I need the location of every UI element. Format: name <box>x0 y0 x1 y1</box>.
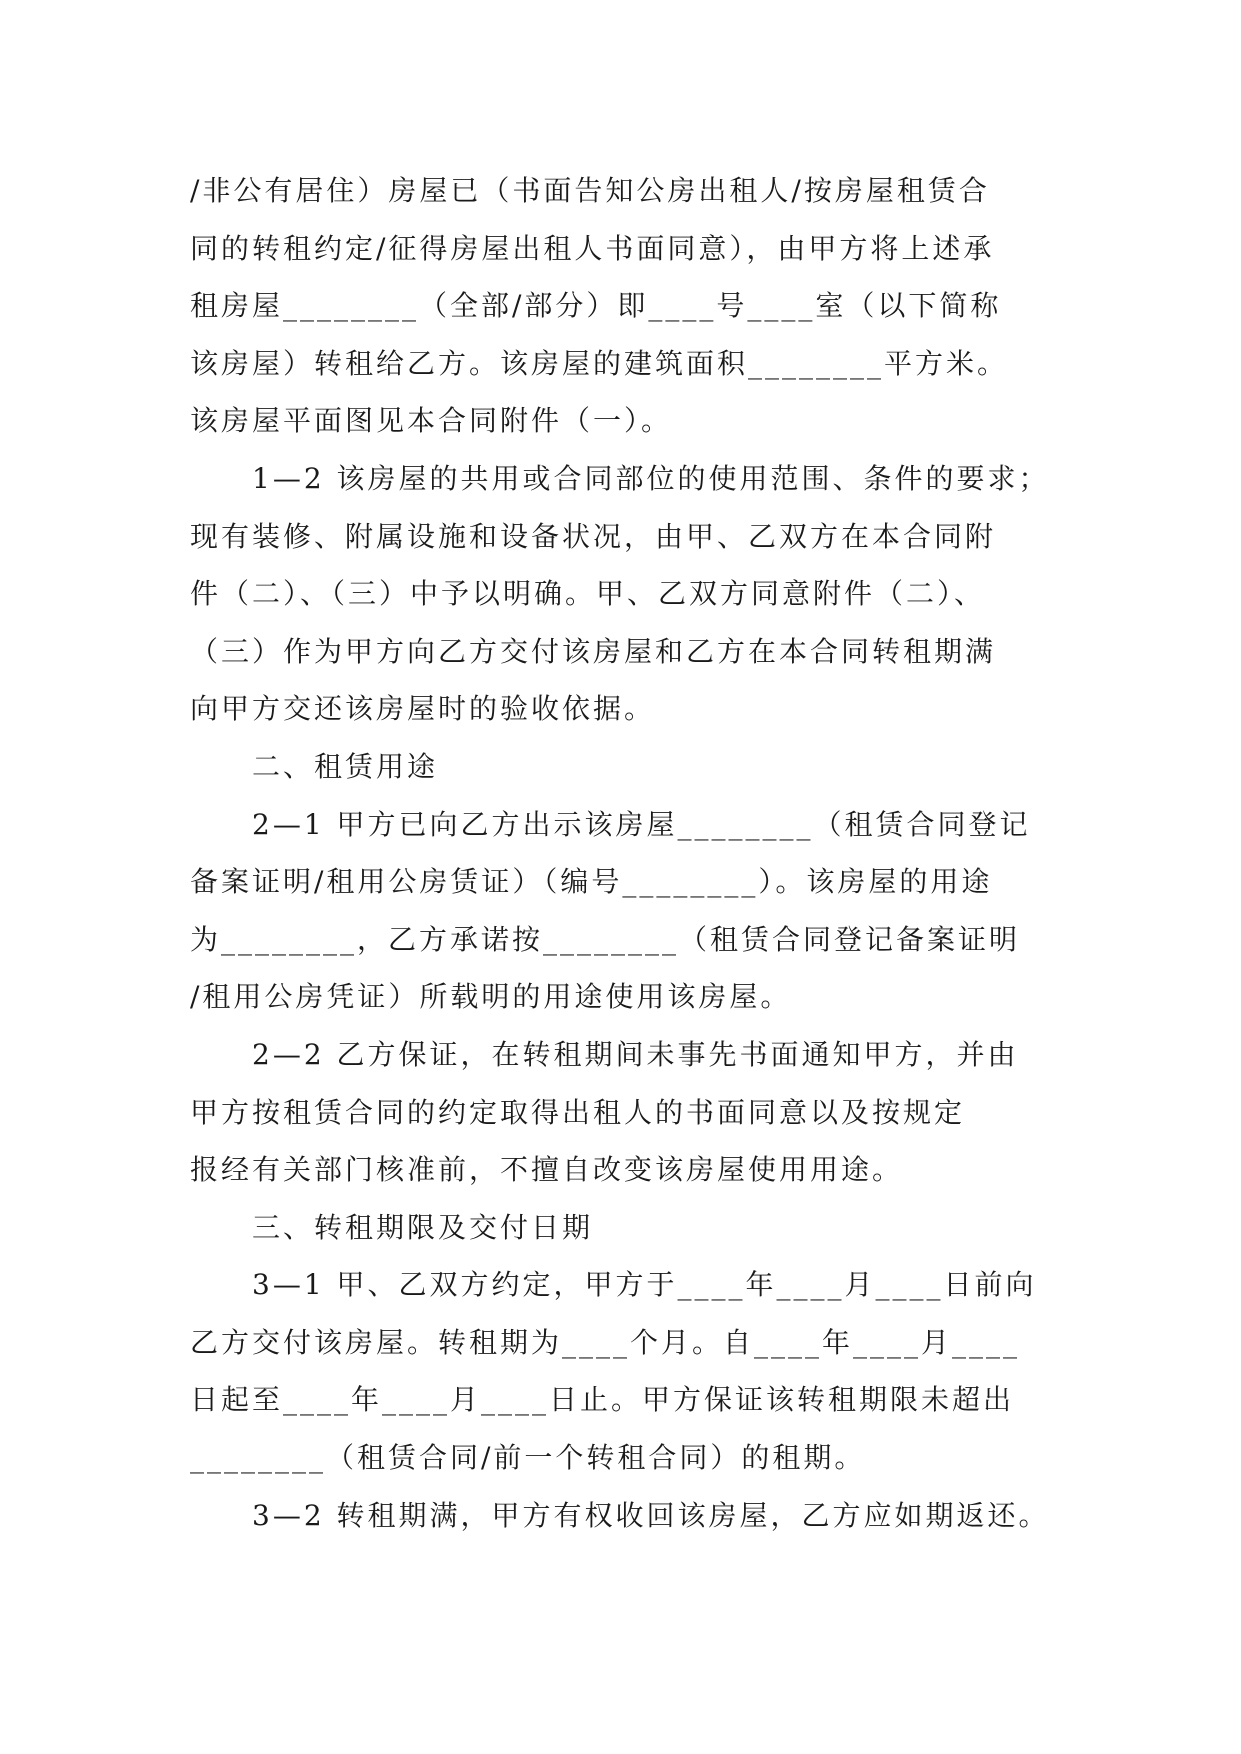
paragraph-line: 为________，乙方承诺按________（租赁合同登记备案证明 <box>190 922 1021 956</box>
document-body <box>190 162 1050 1544</box>
clause-2-2-start: 2—2 乙方保证，在转租期间未事先书面通知甲方，并由 <box>252 1037 1019 1071</box>
paragraph-line: ________（租赁合同/前一个转租合同）的租期。 <box>190 1441 866 1475</box>
section-heading-2: 二、租赁用途 <box>252 749 439 783</box>
paragraph-line: 报经有关部门核准前，不擅自改变该房屋使用用途。 <box>190 1153 904 1187</box>
section-heading-3: 三、转租期限及交付日期 <box>252 1210 594 1244</box>
paragraph-line: 现有装修、附属设施和设备状况，由甲、乙双方在本合同附 <box>190 519 997 553</box>
paragraph-line: 该房屋）转租给乙方。该房屋的建筑面积________平方米。 <box>190 346 1009 380</box>
paragraph-line: 向甲方交还该房屋时的验收依据。 <box>190 692 656 726</box>
paragraph-line: 日起至____年____月____日止。甲方保证该转租期限未超出 <box>190 1383 1015 1417</box>
paragraph-line: 乙方交付该房屋。转租期为____个月。自____年____月____ <box>190 1325 1021 1359</box>
clause-1-2-start: 1—2 该房屋的共用或合同部位的使用范围、条件的要求； <box>252 461 1050 495</box>
paragraph-line: /非公有居住）房屋已（书面告知公房出租人/按房屋租赁合 <box>190 174 990 207</box>
paragraph-line: 甲方按租赁合同的约定取得出租人的书面同意以及按规定 <box>190 1095 966 1129</box>
clause-3-2-start: 3—2 转租期满，甲方有权收回该房屋，乙方应如期返还。 <box>252 1498 1050 1532</box>
paragraph-line: 备案证明/租用公房赁证）（编号________）。该房屋的用途 <box>190 865 993 899</box>
paragraph-line: 租房屋________（全部/部分）即____号____室（以下简称 <box>190 289 1002 323</box>
clause-3-1-start: 3—1 甲、乙双方约定，甲方于____年____月____日前向 <box>252 1268 1037 1302</box>
paragraph-line: 件（二）、（三）中予以明确。甲、乙双方同意附件（二）、 <box>190 577 986 611</box>
clause-2-1-start: 2—1 甲方已向乙方出示该房屋________（租赁合同登记 <box>252 807 1031 841</box>
paragraph-line: /租用公房凭证）所载明的用途使用该房屋。 <box>190 980 792 1014</box>
paragraph-line: 该房屋平面图见本合同附件（一）。 <box>190 404 673 438</box>
paragraph-line: （三）作为甲方向乙方交付该房屋和乙方在本合同转租期满 <box>190 634 997 668</box>
paragraph-line: 同的转租约定/征得房屋出租人书面同意），由甲方将上述承 <box>190 231 995 265</box>
